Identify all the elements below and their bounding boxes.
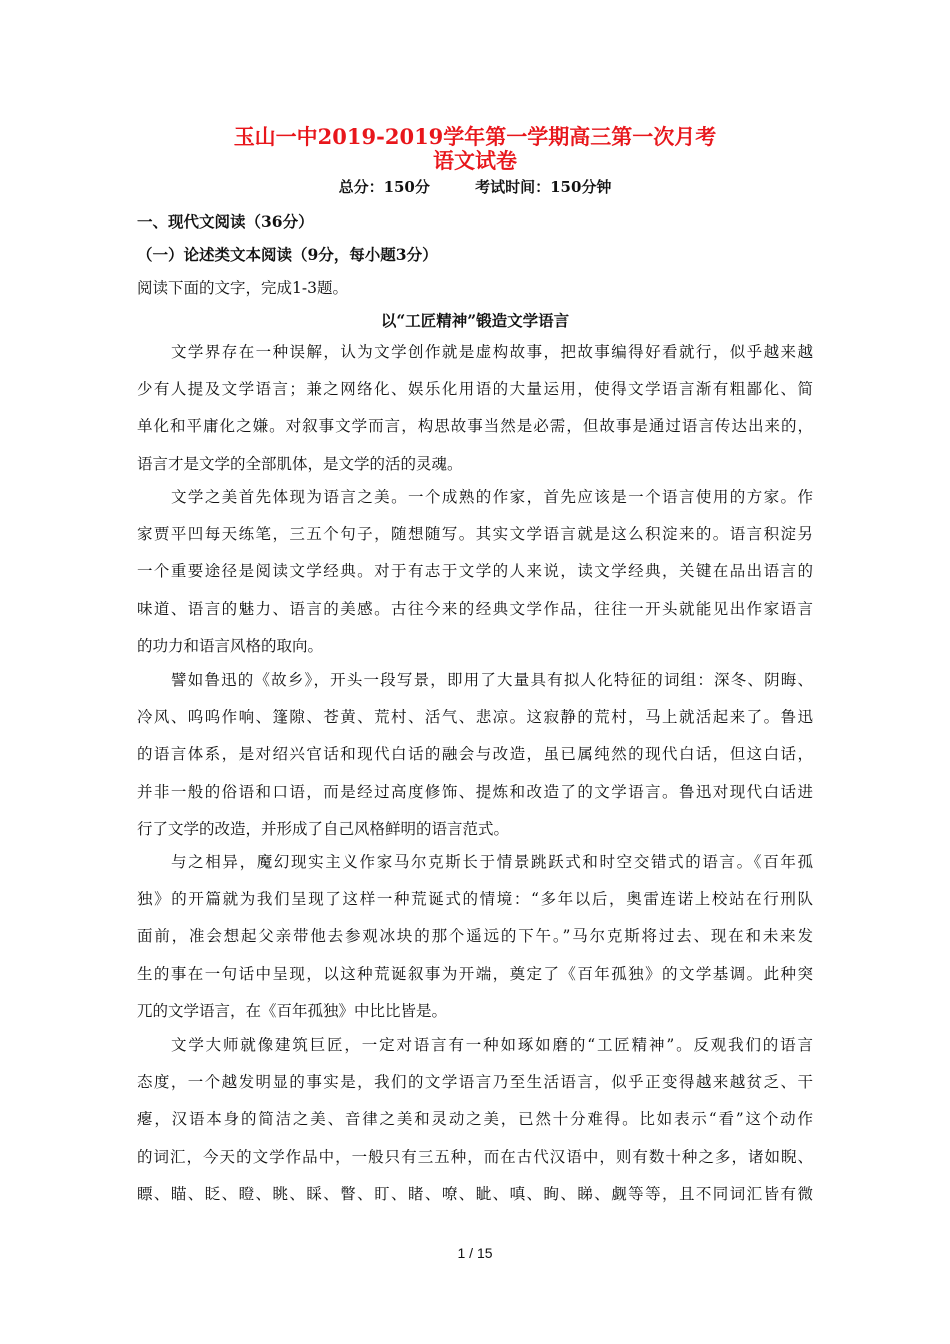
paragraph-line: 文学界存在一种误解，认为文学创作就是虚构故事，把故事编得好看就行，似乎越来越	[171, 343, 813, 361]
paragraph-line: 家贾平凹每天练笔，三五个句子，随想随写。其实文学语言就是这么积淀来的。语言积淀另	[137, 525, 813, 544]
paragraph-line: 并非一般的俗语和口语，而是经过高度修饰、提炼和改造了的文学语言。鲁迅对现代白话进	[137, 782, 813, 801]
total-score: 总分：150分	[338, 178, 430, 196]
paragraph-line: 生的事在一句话中呈现，以这种荒诞叙事为开端，奠定了《百年孤独》的文学基调。此种突	[137, 964, 813, 983]
paragraph-line: 态度，一个越发明显的事实是，我们的文学语言乃至生活语言，似乎正变得越来越贫乏、干	[137, 1073, 813, 1092]
paragraph-line: 文学大师就像建筑巨匠，一定对语言有一种如琢如磨的“工匠精神”。反观我们的语言	[171, 1036, 813, 1054]
paragraph-line: 譬如鲁迅的《故乡》，开头一段写景，即用了大量具有拟人化特征的词组：深冬、阴晦、	[171, 671, 813, 689]
paragraph-line: 行了文学的改造，并形成了自己风格鲜明的语言范式。	[137, 819, 510, 838]
paragraph-line: 与之相异，魔幻现实主义作家马尔克斯长于情景跳跃式和时空交错式的语言。《百年孤	[171, 853, 813, 871]
article-paragraph	[137, 479, 813, 665]
paragraph-line: 的功力和语言风格的取向。	[137, 636, 324, 655]
instruction-text: 阅读下面的文字，完成1-3题。	[137, 279, 348, 297]
paragraph-line: 瘪，汉语本身的简洁之美、音律之美和灵动之美，已然十分难得。比如表示“看”这个动作	[137, 1110, 813, 1129]
article-title: 以“工匠精神”锻造文学语言	[380, 311, 570, 330]
paragraph-line: 文学之美首先体现为语言之美。一个成熟的作家，首先应该是一个语言使用的方家。作	[171, 488, 813, 506]
exam-info	[0, 176, 950, 197]
article-paragraph	[137, 844, 813, 1030]
paragraph-line: 语言才是文学的全部肌体，是文学的活的灵魂。	[137, 454, 463, 473]
exam-subject-title: 语文试卷	[433, 148, 517, 173]
section-subheading: （一）论述类文本阅读（9分，每小题3分）	[137, 245, 438, 264]
paragraph-line: 单化和平庸化之嫌。对叙事文学而言，构思故事当然是必需，但故事是通过语言传达出来的，	[137, 417, 813, 436]
paragraph-line: 冷风、呜呜作响、篷隙、苍黄、荒村、活气、悲凉。这寂静的荒村，马上就活起来了。鲁迅	[137, 708, 813, 727]
section-heading: 一、现代文阅读（36分）	[137, 212, 314, 231]
paragraph-line: 的语言体系，是对绍兴官话和现代白话的融会与改造，虽已属纯然的现代白话，但这白话，	[137, 745, 813, 764]
paragraph-line: 兀的文学语言，在《百年孤独》中比比皆是。	[137, 1001, 448, 1020]
paragraph-line: 独》的开篇就为我们呈现了这样一种荒诞式的情境：“多年以后，奥雷连诺上校站在行刑队	[137, 890, 813, 909]
paragraph-line: 味道、语言的魅力、语言的美感。古往今来的经典文学作品，往往一开头就能见出作家语言	[137, 599, 813, 618]
paragraph-line: 面前，准会想起父亲带他去参观冰块的那个遥远的下午。”马尔克斯将过去、现在和未来发	[137, 927, 813, 946]
paragraph-line: 少有人提及文学语言；兼之网络化、娱乐化用语的大量运用，使得文学语言渐有粗鄙化、简	[137, 380, 813, 399]
page-number: 1 / 15	[457, 1245, 493, 1261]
paragraph-line: 的词汇，今天的文学作品中，一般只有三五种，而在古代汉语中，则有数十种之多，诸如睨、	[137, 1147, 813, 1166]
article-paragraph	[137, 334, 813, 483]
article-paragraph	[137, 1027, 813, 1213]
paragraph-line: 瞟、瞄、眨、瞪、眺、睬、瞥、盯、睹、嘹、眦、嗔、眴、睇、觑等等，且不同词汇皆有微	[137, 1184, 813, 1203]
exam-time: 考试时间：150分钟	[475, 178, 612, 196]
exam-title: 玉山一中2019-2019学年第一学期高三第一次月考	[233, 124, 717, 149]
article-paragraph	[137, 662, 813, 848]
paragraph-line: 一个重要途径是阅读文学经典。对于有志于文学的人来说，读文学经典，关键在品出语言的	[137, 562, 813, 581]
